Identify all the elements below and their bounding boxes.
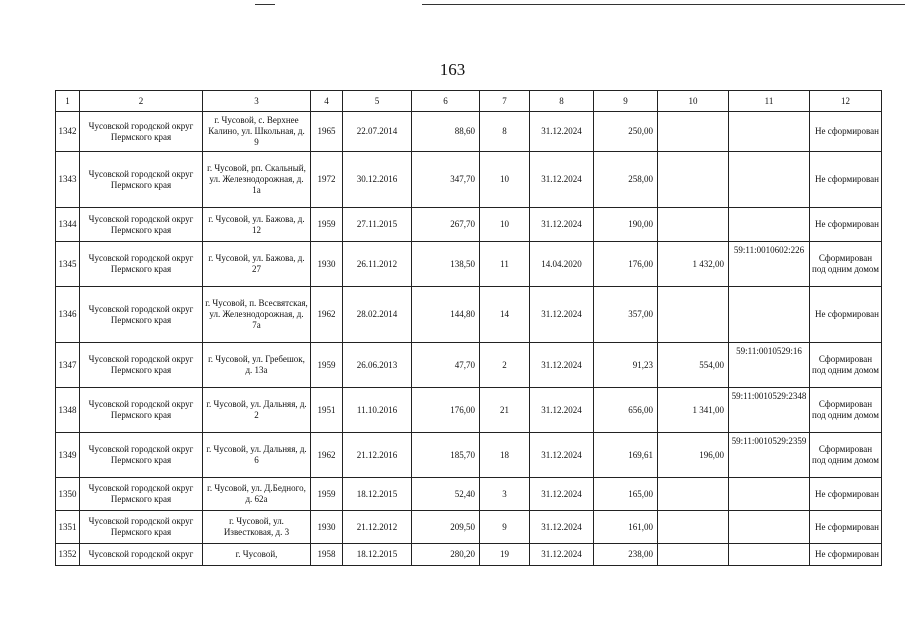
address-cell: г. Чусовой, с. Верхнее Калино, ул. Школьная, д. 9 [203,112,311,152]
year-built-cell: 1959 [311,208,343,242]
table-row [56,287,882,343]
value-cell: 176,00 [594,242,658,287]
cadastral-number-cell [729,287,810,343]
table-row [56,388,882,433]
area-cell: 52,40 [412,478,480,511]
value-cell: 357,00 [594,287,658,343]
municipality-cell: Чусовской городской округ Пермского края [80,152,203,208]
row-number: 1349 [56,433,80,478]
municipality-cell: Чусовской городской округ [80,544,203,566]
land-area-cell: 1 432,00 [658,242,729,287]
table-row [56,208,882,242]
municipality-cell: Чусовской городской округ Пермского края [80,388,203,433]
date-cell: 18.12.2015 [343,478,412,511]
municipality-cell: Чусовской городской округ Пермского края [80,343,203,388]
year-built-cell: 1930 [311,511,343,544]
address-cell: г. Чусовой, п. Всесвятская, ул. Железнодорожная, д. 7а [203,287,311,343]
residents-cell: 18 [480,433,530,478]
address-cell: г. Чусовой, ул. Дальняя, д. 2 [203,388,311,433]
deadline-cell: 31.12.2024 [530,388,594,433]
deadline-cell: 31.12.2024 [530,544,594,566]
area-cell: 185,70 [412,433,480,478]
residents-cell: 2 [480,343,530,388]
status-cell: Сформирован под одним домом [810,242,882,287]
column-header-7: 7 [480,91,530,112]
column-header-5: 5 [343,91,412,112]
status-cell: Сформирован под одним домом [810,433,882,478]
row-number: 1345 [56,242,80,287]
cadastral-number-cell: 59:11:0010529:16 [729,343,810,388]
status-cell: Не сформирован [810,511,882,544]
table-row [56,152,882,208]
municipality-cell: Чусовской городской округ Пермского края [80,112,203,152]
residents-cell: 19 [480,544,530,566]
land-area-cell [658,544,729,566]
status-cell: Не сформирован [810,478,882,511]
deadline-cell: 14.04.2020 [530,242,594,287]
status-cell: Не сформирован [810,112,882,152]
cadastral-number-cell [729,544,810,566]
column-header-11: 11 [729,91,810,112]
address-cell: г. Чусовой, [203,544,311,566]
header-row [56,91,882,112]
row-number: 1347 [56,343,80,388]
column-header-2: 2 [80,91,203,112]
cadastral-number-cell: 59:11:0010602:226 [729,242,810,287]
deadline-cell: 31.12.2024 [530,287,594,343]
residents-cell: 14 [480,287,530,343]
year-built-cell: 1930 [311,242,343,287]
column-header-6: 6 [412,91,480,112]
date-cell: 18.12.2015 [343,544,412,566]
deadline-cell: 31.12.2024 [530,112,594,152]
table-row [56,343,882,388]
area-cell: 176,00 [412,388,480,433]
year-built-cell: 1951 [311,388,343,433]
value-cell: 161,00 [594,511,658,544]
cadastral-number-cell: 59:11:0010529:2348 [729,388,810,433]
column-header-1: 1 [56,91,80,112]
deadline-cell: 31.12.2024 [530,343,594,388]
land-area-cell [658,208,729,242]
land-area-cell [658,152,729,208]
deadline-cell: 31.12.2024 [530,208,594,242]
municipality-cell: Чусовской городской округ Пермского края [80,511,203,544]
date-cell: 30.12.2016 [343,152,412,208]
cadastral-number-cell [729,152,810,208]
land-area-cell: 554,00 [658,343,729,388]
address-cell: г. Чусовой, ул. Гребешок, д. 13а [203,343,311,388]
area-cell: 138,50 [412,242,480,287]
address-cell: г. Чусовой, ул. Бажова, д. 12 [203,208,311,242]
municipality-cell: Чусовской городской округ Пермского края [80,287,203,343]
date-cell: 26.11.2012 [343,242,412,287]
residents-cell: 10 [480,208,530,242]
value-cell: 238,00 [594,544,658,566]
residents-cell: 21 [480,388,530,433]
status-cell: Не сформирован [810,152,882,208]
cadastral-number-cell [729,112,810,152]
value-cell: 91,23 [594,343,658,388]
table-row [56,112,882,152]
row-number: 1343 [56,152,80,208]
land-area-cell: 196,00 [658,433,729,478]
cadastral-number-cell [729,208,810,242]
date-cell: 26.06.2013 [343,343,412,388]
municipality-cell: Чусовской городской округ Пермского края [80,242,203,287]
year-built-cell: 1962 [311,433,343,478]
date-cell: 28.02.2014 [343,287,412,343]
land-area-cell [658,511,729,544]
row-number: 1352 [56,544,80,566]
residents-cell: 10 [480,152,530,208]
value-cell: 190,00 [594,208,658,242]
year-built-cell: 1959 [311,478,343,511]
table-row [56,511,882,544]
land-area-cell [658,478,729,511]
status-cell: Не сформирован [810,287,882,343]
area-cell: 144,80 [412,287,480,343]
address-cell: г. Чусовой, ул. Бажова, д. 27 [203,242,311,287]
status-cell: Сформирован под одним домом [810,388,882,433]
residents-cell: 3 [480,478,530,511]
table-body [56,112,882,566]
municipality-cell: Чусовской городской округ Пермского края [80,478,203,511]
date-cell: 22.07.2014 [343,112,412,152]
table-row [56,242,882,287]
date-cell: 11.10.2016 [343,388,412,433]
top-rule-right [422,4,905,5]
value-cell: 169,61 [594,433,658,478]
area-cell: 347,70 [412,152,480,208]
column-header-8: 8 [530,91,594,112]
column-header-10: 10 [658,91,729,112]
land-area-cell [658,287,729,343]
row-number: 1342 [56,112,80,152]
area-cell: 267,70 [412,208,480,242]
cadastral-number-cell [729,478,810,511]
value-cell: 250,00 [594,112,658,152]
area-cell: 209,50 [412,511,480,544]
top-rule-left [255,4,275,5]
status-cell: Не сформирован [810,208,882,242]
deadline-cell: 31.12.2024 [530,152,594,208]
row-number: 1348 [56,388,80,433]
land-area-cell: 1 341,00 [658,388,729,433]
value-cell: 165,00 [594,478,658,511]
deadline-cell: 31.12.2024 [530,511,594,544]
table-row [56,478,882,511]
date-cell: 27.11.2015 [343,208,412,242]
row-number: 1350 [56,478,80,511]
column-header-9: 9 [594,91,658,112]
year-built-cell: 1962 [311,287,343,343]
year-built-cell: 1965 [311,112,343,152]
cadastral-number-cell [729,511,810,544]
cadastral-number-cell: 59:11:0010529:2359 [729,433,810,478]
address-cell: г. Чусовой, ул. Д.Бедного, д. 62а [203,478,311,511]
page-number: 163 [439,60,466,79]
date-cell: 21.12.2016 [343,433,412,478]
municipality-cell: Чусовской городской округ Пермского края [80,208,203,242]
row-number: 1344 [56,208,80,242]
value-cell: 258,00 [594,152,658,208]
area-cell: 280,20 [412,544,480,566]
date-cell: 21.12.2012 [343,511,412,544]
address-cell: г. Чусовой, ул. Известковая, д. 3 [203,511,311,544]
land-area-cell [658,112,729,152]
table-row [56,433,882,478]
residents-cell: 9 [480,511,530,544]
address-cell: г. Чусовой, ул. Дальняя, д. 6 [203,433,311,478]
column-header-12: 12 [810,91,882,112]
value-cell: 656,00 [594,388,658,433]
deadline-cell: 31.12.2024 [530,433,594,478]
column-header-4: 4 [311,91,343,112]
year-built-cell: 1958 [311,544,343,566]
year-built-cell: 1972 [311,152,343,208]
housing-registry-table [55,90,882,566]
residents-cell: 8 [480,112,530,152]
status-cell: Не сформирован [810,544,882,566]
area-cell: 88,60 [412,112,480,152]
address-cell: г. Чусовой, рп. Скальный, ул. Железнодорожная, д. 1а [203,152,311,208]
row-number: 1351 [56,511,80,544]
deadline-cell: 31.12.2024 [530,478,594,511]
status-cell: Сформирован под одним домом [810,343,882,388]
residents-cell: 11 [480,242,530,287]
table-row [56,544,882,566]
area-cell: 47,70 [412,343,480,388]
municipality-cell: Чусовской городской округ Пермского края [80,433,203,478]
row-number: 1346 [56,287,80,343]
column-header-3: 3 [203,91,311,112]
year-built-cell: 1959 [311,343,343,388]
